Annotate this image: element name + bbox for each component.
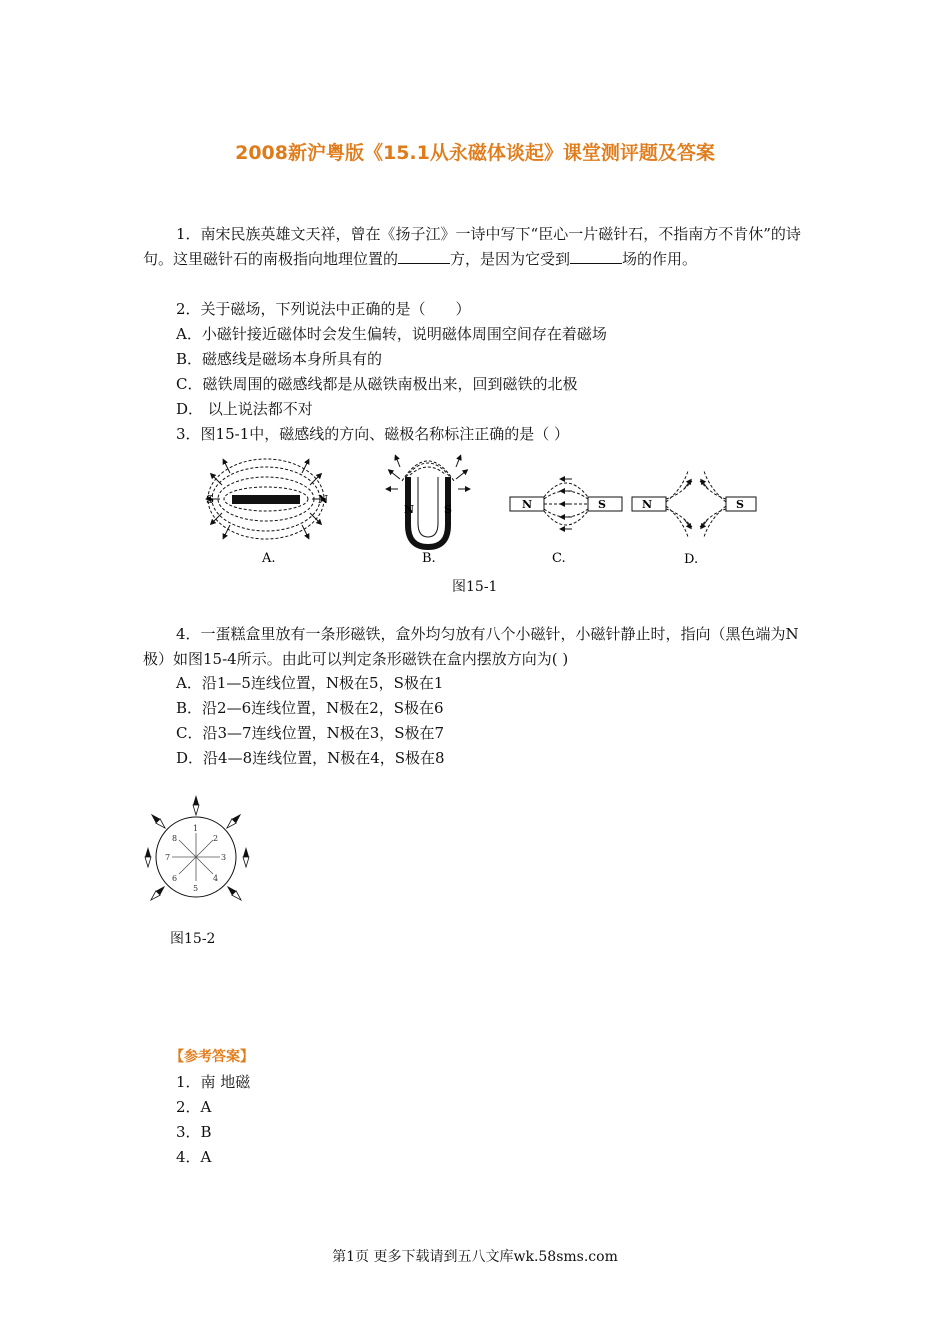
figure-a-left-pole: S — [206, 493, 214, 506]
q2-option-d: D． 以上说法都不对 — [176, 400, 313, 418]
figure-d-right-pole: S — [736, 498, 744, 511]
q1-blank-1 — [398, 249, 450, 264]
q4-option-b: B．沿2—6连线位置，N极在2，S极在6 — [176, 699, 444, 717]
fig2-number-5: 5 — [193, 884, 199, 893]
figure-b-u-magnet — [388, 457, 468, 566]
figure-b-right-pole: S — [444, 503, 452, 516]
page-footer: 第1页 更多下载请到五八文库wk.58sms.com — [332, 1249, 618, 1265]
fig2-number-8: 8 — [172, 834, 178, 843]
question-2-stem: 2．关于磁场，下列说法中正确的是（ ） — [176, 300, 471, 318]
answer-4: 4．A — [176, 1148, 212, 1166]
question-1 — [143, 222, 808, 272]
figure-15-1 — [200, 455, 760, 565]
q1-blank-2 — [570, 249, 622, 264]
question-3-stem: 3．图15-1中，磁感线的方向、磁极名称标注正确的是（ ） — [176, 425, 570, 443]
figure-c-left-pole: N — [522, 498, 533, 511]
fig2-number-6: 6 — [172, 874, 178, 883]
figure-b-left-pole: N — [404, 503, 415, 516]
figure-d-label: D. — [684, 552, 699, 567]
figure-c-right-pole: S — [598, 498, 606, 511]
fig2-number-1: 1 — [193, 824, 199, 833]
answer-3: 3．B — [176, 1123, 212, 1141]
figure-a-right-pole: N — [318, 493, 329, 506]
figure-c-opposite-poles — [510, 479, 622, 566]
answers-heading: 【参考答案】 — [170, 1049, 254, 1065]
q1-text-c: 场的作用。 — [622, 250, 698, 268]
figure-a-bar-magnet — [206, 459, 328, 566]
figure-a-label: A. — [262, 551, 276, 566]
figure-c-label: C. — [552, 551, 566, 566]
q4-option-a: A．沿1—5连线位置，N极在5，S极在1 — [176, 674, 444, 692]
q4-option-d: D．沿4—8连线位置，N极在4，S极在8 — [176, 749, 445, 767]
figure-d-poles — [632, 471, 756, 567]
fig2-number-3: 3 — [221, 853, 227, 862]
question-4-text: 4．一蛋糕盒里放有一条形磁铁，盒外均匀放有八个小磁针，小磁针静止时，指向（黑色端为N极）如图15-4所示。由此可以判定条形磁铁在盒内摆放方向为( ) — [143, 625, 799, 668]
fig2-number-2: 2 — [213, 834, 219, 843]
figure-15-2-caption: 图15-2 — [170, 931, 216, 947]
q2-option-c: C．磁铁周围的磁感线都是从磁铁南极出来，回到磁铁的北极 — [176, 375, 578, 393]
figure-d-left-pole: N — [642, 498, 653, 511]
q1-text-b: 方，是因为它受到 — [450, 250, 571, 268]
answer-1: 1．南 地磁 — [176, 1073, 251, 1091]
figure-b-label: B. — [422, 551, 436, 566]
q1-text-a: 1．南宋民族英雄文天祥，曾在《扬子江》一诗中写下“臣心一片磁针石，不指南方不肯休”的诗句。这里磁针石的南极指向地理位置的 — [143, 225, 801, 268]
q2-option-b: B．磁感线是磁场本身所具有的 — [176, 350, 383, 368]
q4-option-c: C．沿3—7连线位置，N极在3，S极在7 — [176, 724, 445, 742]
figure-15-2 — [142, 793, 252, 913]
answer-2: 2．A — [176, 1098, 212, 1116]
q2-option-a: A．小磁针接近磁体时会发生偏转，说明磁体周围空间存在着磁场 — [176, 325, 607, 343]
fig2-number-7: 7 — [165, 853, 171, 862]
page-title: 2008新沪粤版《15.1从永磁体谈起》课堂测评题及答案 — [235, 142, 715, 164]
figure-15-1-caption: 图15-1 — [452, 579, 498, 595]
fig2-number-4: 4 — [213, 874, 219, 883]
